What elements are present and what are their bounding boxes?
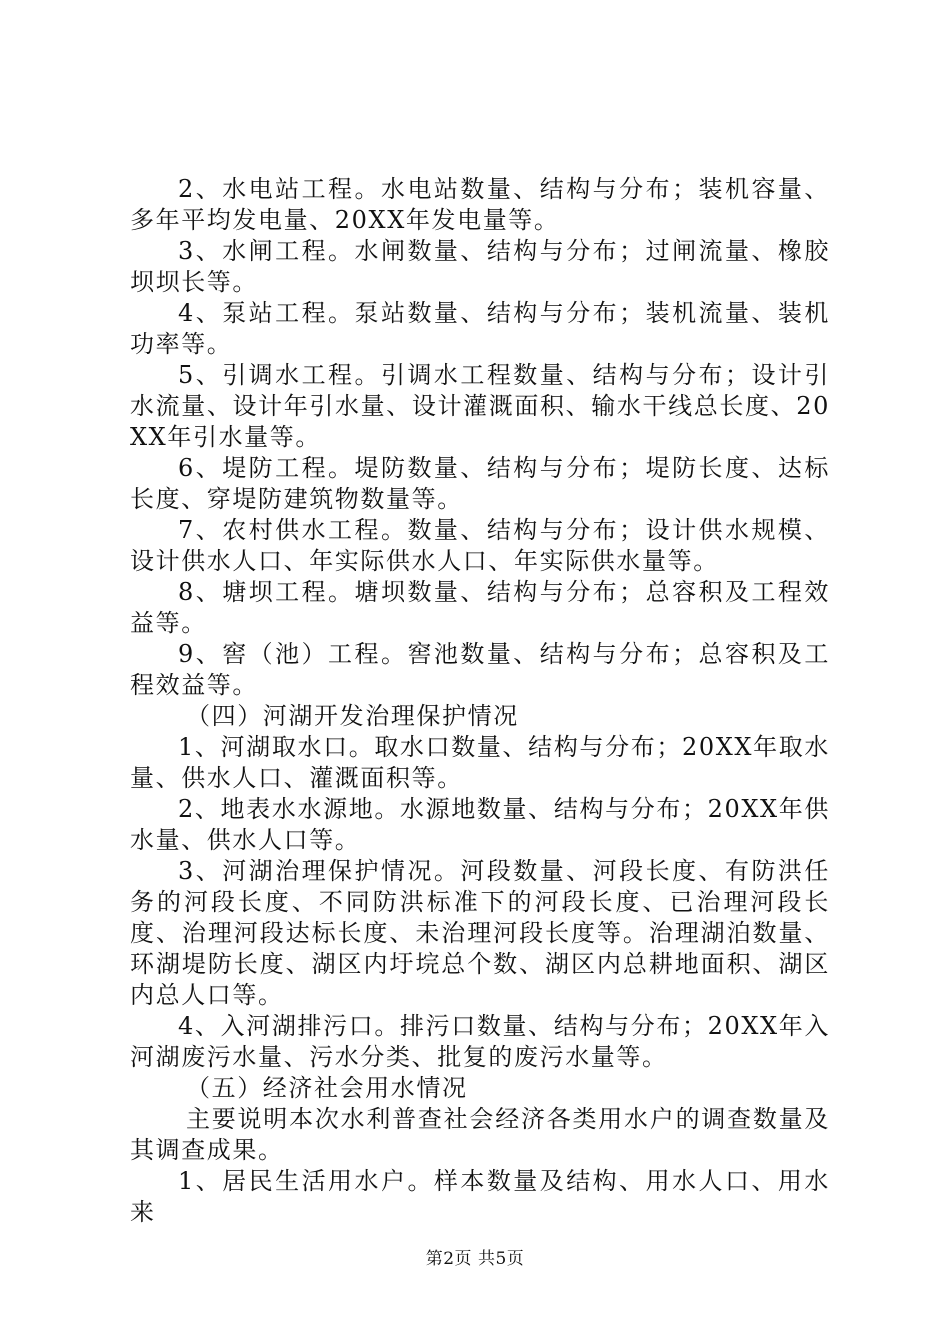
paragraph-surface-water-source: 2、地表水水源地。水源地数量、结构与分布；20XX年供水量、供水人口等。 [130,795,830,854]
section-heading-river-lake: （四）河湖开发治理保护情况 [186,702,519,730]
paragraph-rural-water-supply: 7、农村供水工程。数量、结构与分布；设计供水规模、设计供水人口、年实际供水人口、年实际供水量等。 [130,516,830,575]
paragraph-pump-station: 4、泵站工程。泵站数量、结构与分布；装机流量、装机功率等。 [130,299,830,358]
paragraph-embankment: 6、堤防工程。堤防数量、结构与分布；堤防长度、达标长度、穿堤防建筑物数量等。 [130,454,830,513]
paragraph-river-lake-governance: 3、河湖治理保护情况。河段数量、河段长度、有防洪任务的河段长度、不同防洪标准下的河段长度、已治理河段长度、治理河段达标长度、未治理河段长度等。治理湖泊数量、环湖堤防长度、湖区内圩垸总个数、湖区内总耕地面积、湖区内总人口等。 [130,857,830,1009]
paragraph-water-intake: 1、河湖取水口。取水口数量、结构与分布；20XX年取水量、供水人口、灌溉面积等。 [130,733,830,792]
paragraph-pond-dam: 8、塘坝工程。塘坝数量、结构与分布；总容积及工程效益等。 [130,578,830,637]
document-body [130,174,830,1228]
paragraph-sewage-outlet: 4、入河湖排污口。排污口数量、结构与分布；20XX年入河湖废污水量、污水分类、批复的废污水量等。 [130,1012,830,1071]
paragraph-household-water-use: 1、居民生活用水户。样本数量及结构、用水人口、用水来 [130,1167,830,1226]
section-heading-water-use: （五）经济社会用水情况 [186,1074,468,1102]
paragraph-water-diversion: 5、引调水工程。引调水工程数量、结构与分布；设计引水流量、设计年引水量、设计灌溉面积、输水干线总长度、20XX年引水量等。 [130,361,830,451]
paragraph-hydropower: 2、水电站工程。水电站数量、结构与分布；装机容量、多年平均发电量、20XX年发电量等。 [130,175,830,234]
paragraph-sluice: 3、水闸工程。水闸数量、结构与分布；过闸流量、橡胶坝坝长等。 [130,237,830,296]
page-number-footer: 第2页 共5页 [425,1249,525,1269]
paragraph-cellar: 9、窖（池）工程。窖池数量、结构与分布；总容积及工程效益等。 [130,640,830,699]
paragraph-water-use-summary: 主要说明本次水利普查社会经济各类用水户的调查数量及其调查成果。 [130,1105,830,1164]
